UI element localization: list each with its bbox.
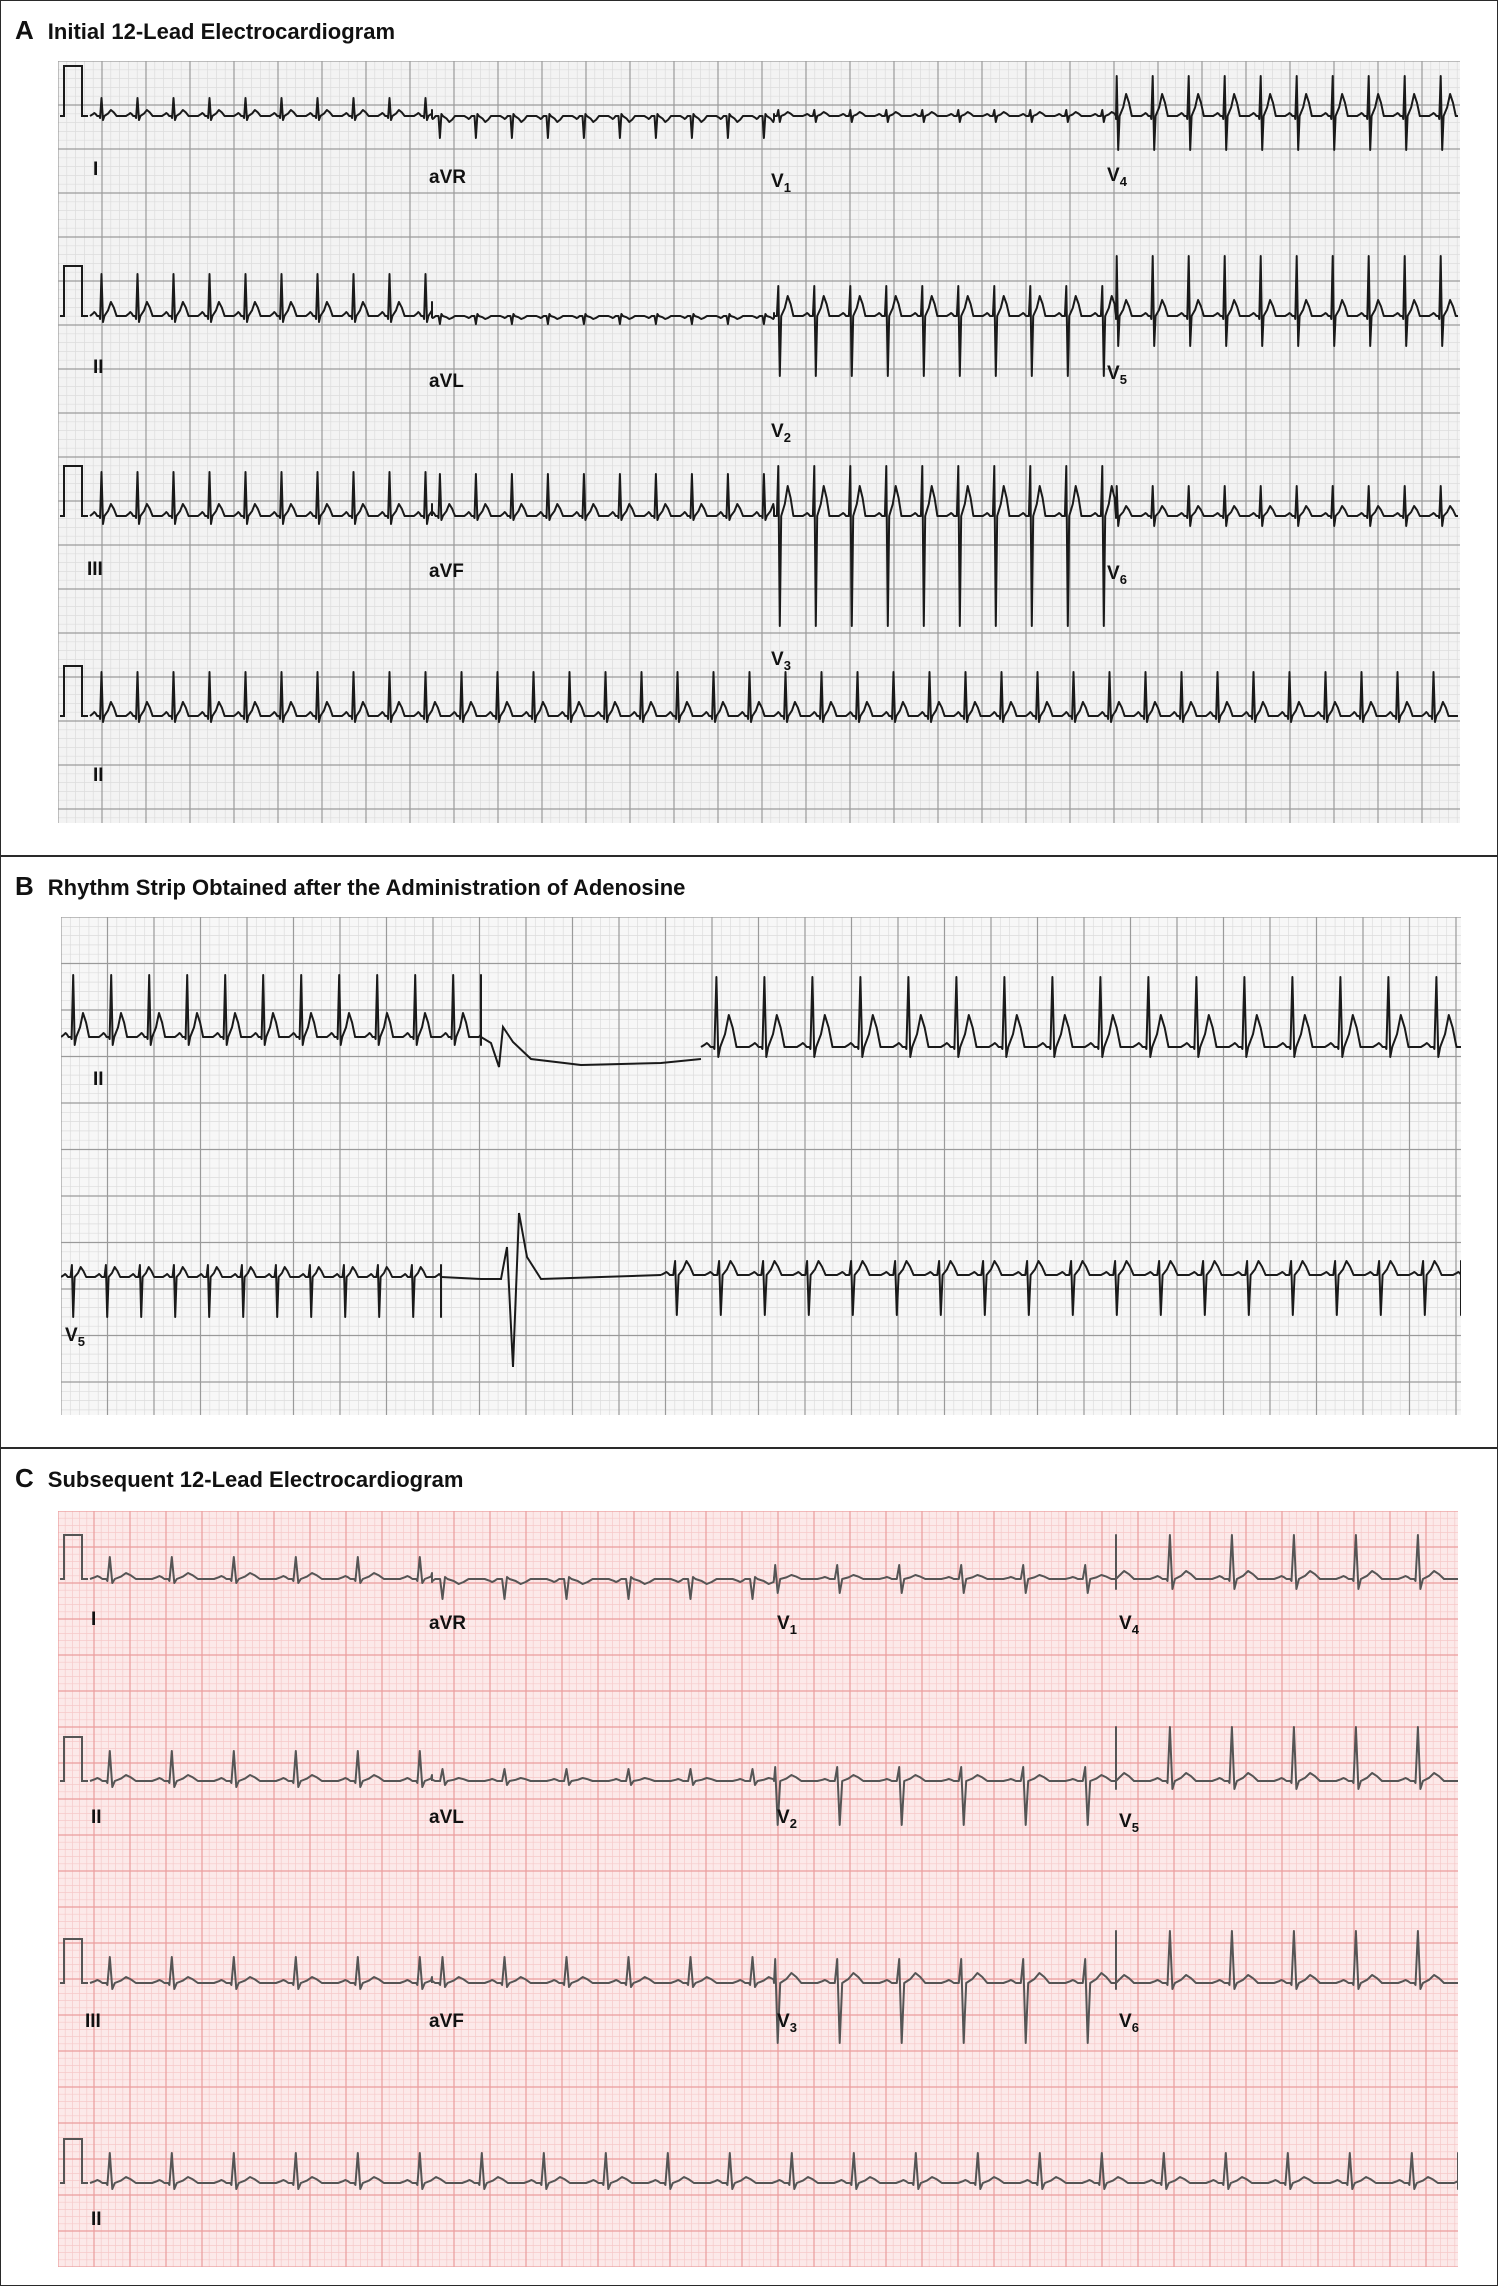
panel-c-ecg-svg [58,1511,1458,2267]
panel-c-letter: C [15,1463,34,1493]
panel-b-letter: B [15,871,34,901]
panel-a-ecg-svg [58,61,1460,823]
lead-label-II: II [93,357,104,378]
lead-label-aVL-c: aVL [429,1807,464,1828]
lead-label-II-c: II [91,1807,102,1828]
lead-label-I-c: I [91,1609,97,1630]
lead-label-V6: $V_6$ [1107,563,1127,587]
lead-label-V1: $V_1$ [771,171,791,195]
panel-c-title [15,1463,463,1494]
lead-label-V6-c: $V_6$ [1119,2011,1139,2035]
panel-b-title-text: Rhythm Strip Obtained after the Administration of Adenosine [47,875,686,900]
lead-label-aVF: aVF [429,561,464,582]
panel-b-title [15,871,685,902]
panel-b-ecg-svg [61,917,1461,1415]
panel-c [0,1448,1498,2286]
panel-b-ecg-strip [61,917,1461,1415]
lead-label-V2: $V_2$ [771,421,791,445]
lead-label-II-rhythm: II [93,765,104,786]
panel-a-title [15,15,395,46]
lead-label-aVR-c: aVR [429,1613,466,1634]
lead-label-II-b: II [93,1069,104,1090]
panel-a-letter: A [15,15,34,45]
panel-a-title-text: Initial 12-Lead Electrocardiogram [47,19,396,44]
lead-label-II-rhythm-c: II [91,2209,102,2230]
lead-label-V4-c: $V_4$ [1119,1613,1139,1637]
lead-label-aVL: aVL [429,371,464,392]
lead-label-V5-b: $V_5$ [65,1325,85,1349]
ecg-paper [58,1511,1458,2267]
lead-label-V5: $V_5$ [1107,363,1127,387]
lead-label-III: III [87,559,103,580]
lead-label-I: I [93,159,99,180]
lead-label-aVF-c: aVF [429,2011,464,2032]
panel-a [0,0,1498,856]
panel-b [0,856,1498,1448]
panel-a-ecg-strip [58,61,1460,823]
lead-label-V4: $V_4$ [1107,165,1127,189]
lead-label-V1-c: $V_1$ [777,1613,797,1637]
lead-label-III-c: III [85,2011,101,2032]
lead-label-aVR: aVR [429,167,466,188]
panel-c-ecg-strip [58,1511,1458,2267]
lead-label-V2-c: $V_2$ [777,1807,797,1831]
lead-label-V3: $V_3$ [771,649,791,673]
panel-c-title-text: Subsequent 12-Lead Electrocardiogram [47,1467,464,1492]
lead-label-V3-c: $V_3$ [777,2011,797,2035]
lead-label-V5-c: $V_5$ [1119,1811,1139,1835]
